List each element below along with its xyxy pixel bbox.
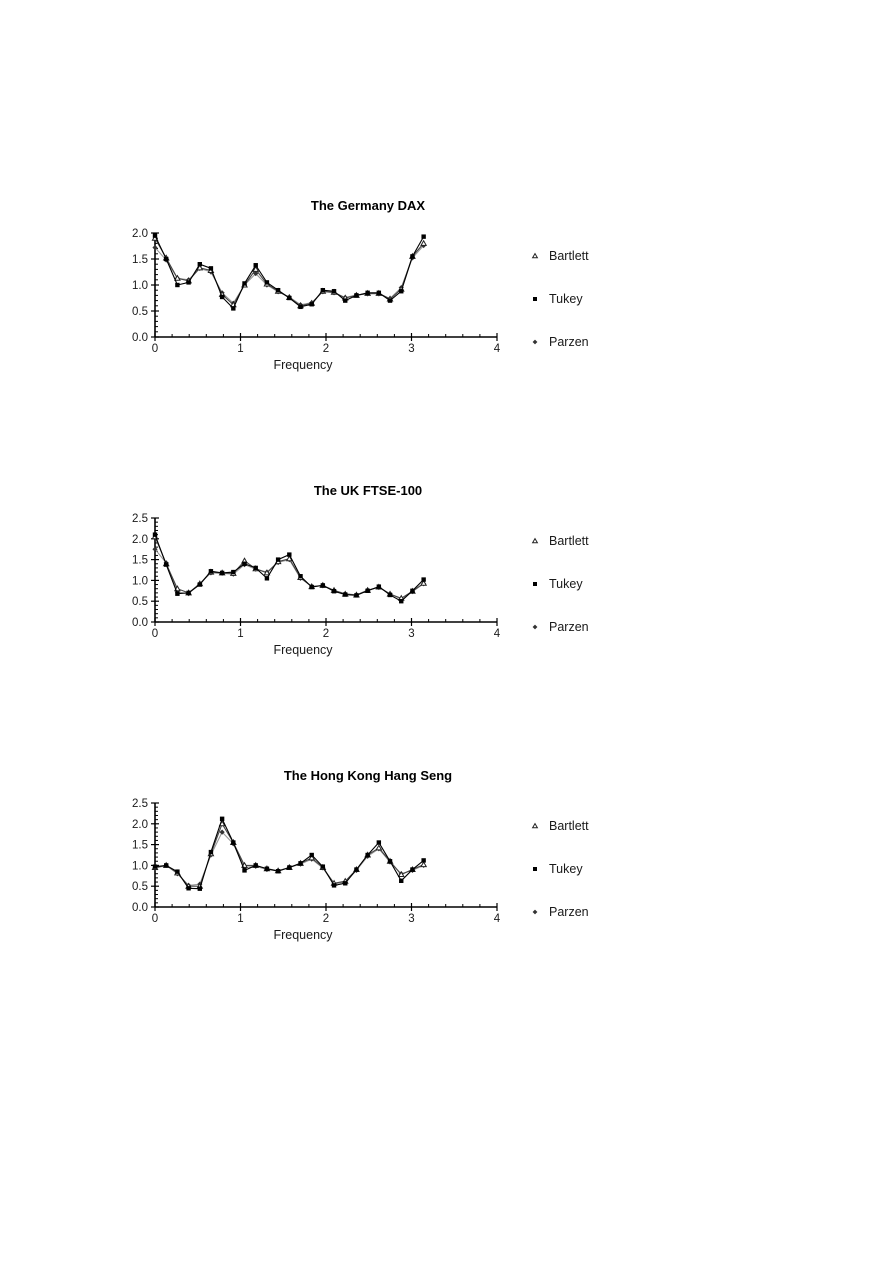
- x-tick-label: 3: [408, 913, 415, 925]
- square-marker-icon: [209, 266, 213, 270]
- x-tick-label: 0: [151, 628, 159, 640]
- square-marker-icon: [209, 569, 213, 573]
- square-marker-icon: [276, 869, 280, 873]
- y-tick-label: 2.0: [132, 228, 148, 240]
- square-marker-icon: [388, 593, 392, 597]
- y-tick-label: 1.5: [132, 839, 148, 852]
- square-marker-icon: [533, 582, 537, 586]
- square-marker-icon: [265, 576, 269, 580]
- square-marker-icon: [298, 574, 302, 578]
- legend-label: Parzen: [549, 335, 589, 349]
- y-tick-label: 0.5: [132, 306, 148, 318]
- square-marker-icon: [321, 583, 325, 587]
- plot-area: [110, 215, 540, 365]
- square-marker-icon: [321, 288, 325, 292]
- square-marker-icon: [310, 853, 314, 857]
- square-marker-icon: [410, 867, 414, 871]
- x-tick-label: 1: [237, 913, 244, 925]
- square-marker-icon: [220, 817, 224, 821]
- square-marker-icon: [421, 234, 425, 238]
- square-marker-icon: [365, 589, 369, 593]
- y-tick-label: 1.0: [132, 280, 148, 292]
- legend-item-tukey: [530, 576, 583, 592]
- square-marker-icon: [265, 867, 269, 871]
- tukey-legend-marker-icon: [530, 294, 540, 304]
- legend-item-bartlett: [530, 533, 589, 549]
- legend-label: Parzen: [549, 905, 589, 919]
- square-marker-icon: [276, 557, 280, 561]
- square-marker-icon: [220, 295, 224, 299]
- square-marker-icon: [388, 298, 392, 302]
- square-marker-icon: [287, 296, 291, 300]
- tukey-legend-marker-icon: [530, 579, 540, 589]
- y-tick-label: 2.5: [132, 798, 148, 810]
- y-tick-label: 1.0: [132, 575, 148, 588]
- square-marker-icon: [343, 592, 347, 596]
- square-marker-icon: [186, 280, 190, 284]
- plot-area: [110, 785, 540, 935]
- square-marker-icon: [198, 886, 202, 890]
- square-marker-icon: [343, 298, 347, 302]
- square-marker-icon: [287, 552, 291, 556]
- y-tick-label: 0.0: [132, 332, 148, 344]
- square-marker-icon: [388, 859, 392, 863]
- square-marker-icon: [399, 599, 403, 603]
- y-tick-label: 0.0: [132, 902, 148, 914]
- x-tick-label: 2: [322, 628, 330, 640]
- triangle-marker-icon: [533, 539, 538, 543]
- square-marker-icon: [153, 233, 157, 237]
- x-tick-label: 2: [322, 343, 330, 355]
- series-line: [155, 832, 424, 885]
- square-marker-icon: [276, 288, 280, 292]
- square-marker-icon: [310, 585, 314, 589]
- square-marker-icon: [231, 840, 235, 844]
- square-marker-icon: [533, 867, 537, 871]
- square-marker-icon: [153, 864, 157, 868]
- square-marker-icon: [153, 532, 157, 536]
- legend-item-parzen: [530, 904, 589, 920]
- square-marker-icon: [254, 863, 258, 867]
- square-marker-icon: [164, 562, 168, 566]
- plot-area: [110, 500, 540, 650]
- square-marker-icon: [354, 593, 358, 597]
- square-marker-icon: [377, 840, 381, 844]
- series-line: [155, 535, 424, 602]
- y-tick-label: 0.5: [132, 881, 148, 894]
- series-bartlett: [152, 534, 426, 600]
- square-marker-icon: [231, 570, 235, 574]
- bartlett-legend-marker-icon: [530, 251, 540, 261]
- chart-title: The UK FTSE-100: [313, 483, 423, 498]
- square-marker-icon: [175, 869, 179, 873]
- square-marker-icon: [365, 291, 369, 295]
- square-marker-icon: [186, 591, 190, 595]
- square-marker-icon: [410, 254, 414, 258]
- legend-item-bartlett: [530, 818, 589, 834]
- legend-item-tukey: [530, 291, 583, 307]
- legend-label: Tukey: [549, 577, 583, 591]
- square-marker-icon: [399, 879, 403, 883]
- legend-label: Bartlett: [549, 819, 589, 833]
- square-marker-icon: [287, 865, 291, 869]
- legend-label: Bartlett: [549, 249, 589, 263]
- square-marker-icon: [298, 305, 302, 309]
- square-marker-icon: [298, 861, 302, 865]
- x-tick-label: 3: [408, 628, 415, 640]
- square-marker-icon: [254, 566, 258, 570]
- legend-label: Bartlett: [549, 534, 589, 548]
- chart-hong-kong-hang-seng: [110, 765, 670, 970]
- chart-title: The Hong Kong Hang Seng: [283, 768, 453, 783]
- parzen-legend-marker-icon: [530, 622, 540, 632]
- legend-item-tukey: [530, 861, 583, 877]
- square-marker-icon: [220, 571, 224, 575]
- series-line: [155, 824, 424, 886]
- square-marker-icon: [421, 858, 425, 862]
- square-marker-icon: [198, 262, 202, 266]
- x-axis-label: Frequency: [273, 358, 333, 372]
- y-tick-label: 2.0: [132, 533, 148, 546]
- x-tick-label: 2: [322, 913, 330, 925]
- y-tick-label: 2.5: [132, 513, 148, 525]
- y-tick-label: 1.5: [132, 254, 148, 266]
- series-bartlett: [152, 821, 426, 888]
- legend-label: Parzen: [549, 620, 589, 634]
- series-parzen: [152, 830, 426, 888]
- parzen-legend-marker-icon: [530, 337, 540, 347]
- x-tick-label: 0: [151, 913, 159, 925]
- square-marker-icon: [377, 291, 381, 295]
- square-marker-icon: [343, 881, 347, 885]
- square-marker-icon: [399, 289, 403, 293]
- diamond-marker-icon: [533, 625, 538, 630]
- bartlett-legend-marker-icon: [530, 536, 540, 546]
- legend-item-bartlett: [530, 248, 589, 264]
- square-marker-icon: [310, 302, 314, 306]
- square-marker-icon: [354, 867, 358, 871]
- x-tick-label: 4: [493, 628, 501, 640]
- series-tukey: [153, 532, 426, 603]
- parzen-legend-marker-icon: [530, 907, 540, 917]
- y-tick-label: 0.0: [132, 617, 148, 629]
- legend-item-parzen: [530, 619, 589, 635]
- x-tick-label: 1: [237, 628, 244, 640]
- square-marker-icon: [175, 283, 179, 287]
- bartlett-legend-marker-icon: [530, 821, 540, 831]
- x-axis-label: Frequency: [273, 928, 333, 942]
- triangle-marker-icon: [421, 862, 426, 867]
- square-marker-icon: [421, 577, 425, 581]
- x-tick-label: 3: [408, 343, 415, 355]
- square-marker-icon: [209, 850, 213, 854]
- tukey-legend-marker-icon: [530, 864, 540, 874]
- diamond-marker-icon: [533, 340, 538, 345]
- square-marker-icon: [265, 280, 269, 284]
- chart-germany-dax: [110, 195, 670, 400]
- square-marker-icon: [242, 868, 246, 872]
- x-tick-label: 0: [151, 343, 159, 355]
- triangle-marker-icon: [421, 241, 426, 246]
- diamond-marker-icon: [533, 910, 538, 915]
- x-axis-label: Frequency: [273, 643, 333, 657]
- y-tick-label: 0.5: [132, 596, 148, 609]
- square-marker-icon: [231, 306, 235, 310]
- series-tukey: [153, 233, 426, 310]
- x-tick-label: 1: [237, 343, 244, 355]
- x-tick-label: 4: [493, 343, 501, 355]
- series-tukey: [153, 817, 426, 891]
- square-marker-icon: [175, 592, 179, 596]
- square-marker-icon: [410, 589, 414, 593]
- square-marker-icon: [332, 289, 336, 293]
- chart-uk-ftse-100: [110, 480, 670, 685]
- y-tick-label: 1.0: [132, 860, 148, 873]
- square-marker-icon: [164, 863, 168, 867]
- square-marker-icon: [533, 297, 537, 301]
- series-line: [155, 537, 424, 599]
- triangle-marker-icon: [533, 254, 538, 258]
- square-marker-icon: [377, 584, 381, 588]
- square-marker-icon: [332, 883, 336, 887]
- square-marker-icon: [254, 263, 258, 267]
- square-marker-icon: [242, 562, 246, 566]
- square-marker-icon: [242, 281, 246, 285]
- square-marker-icon: [365, 853, 369, 857]
- square-marker-icon: [186, 886, 190, 890]
- chart-title: The Germany DAX: [310, 198, 426, 213]
- square-marker-icon: [332, 589, 336, 593]
- y-tick-label: 1.5: [132, 554, 148, 567]
- square-marker-icon: [198, 582, 202, 586]
- legend-item-parzen: [530, 334, 589, 350]
- legend-label: Tukey: [549, 862, 583, 876]
- legend-label: Tukey: [549, 292, 583, 306]
- square-marker-icon: [321, 864, 325, 868]
- square-marker-icon: [164, 257, 168, 261]
- triangle-marker-icon: [533, 824, 538, 828]
- square-marker-icon: [354, 293, 358, 297]
- x-tick-label: 4: [493, 913, 501, 925]
- y-tick-label: 2.0: [132, 818, 148, 831]
